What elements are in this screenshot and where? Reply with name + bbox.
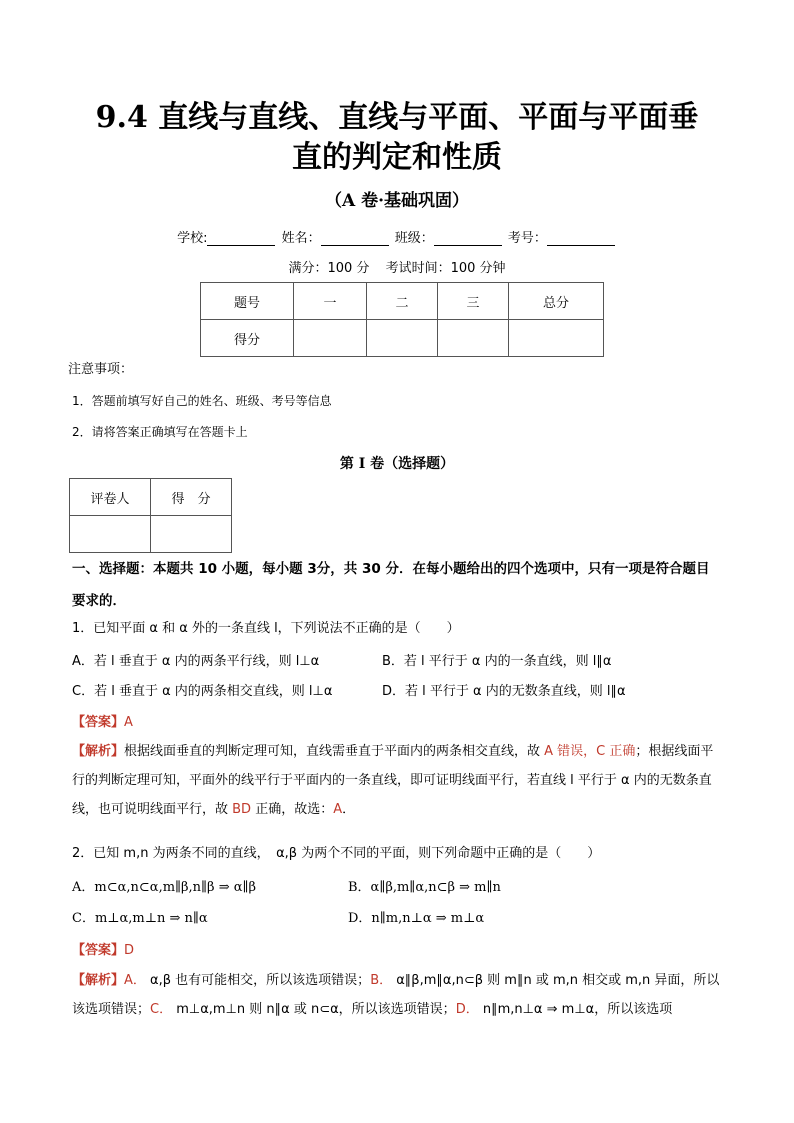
q2-option-c[interactable]: C．m⊥α,m⊥n ⇒ n∥α — [72, 911, 208, 926]
q2-analysis — [72, 966, 726, 1024]
score-table — [200, 282, 604, 357]
analysis-tag: 【解析】 — [72, 744, 125, 759]
exam-time: 考试时间：100 分钟 — [385, 261, 506, 276]
name-blank[interactable] — [321, 231, 389, 246]
title-line-2: 直的判定和性质 — [292, 140, 502, 175]
analysis-text: 根据线面垂直的判断定理可知，直线需垂直于平面内的两条相交直线，故 — [124, 744, 545, 759]
analysis-tag: 【解析】 — [72, 973, 125, 988]
question-2-stem: 2．已知 m,n 为两条不同的直线， α,β 为两个不同的平面，则下列命题中正确的是（ ） — [72, 846, 601, 861]
score-row-label: 得分 — [201, 320, 294, 357]
note-item: 1．答题前填写好自己的姓名、班级、考号等信息 — [72, 394, 332, 408]
q1-option-d[interactable]: D．若 l 平行于 α 内的无数条直线，则 l∥α — [382, 684, 626, 699]
score-cell[interactable] — [294, 320, 367, 357]
analysis-highlight: A — [333, 802, 343, 817]
full-score: 满分：100 分 — [288, 261, 370, 276]
analysis-highlight: A 错误，C 正确 — [544, 744, 636, 759]
answer-value: D — [124, 943, 135, 958]
analysis-highlight: BD — [232, 802, 252, 817]
grader-col: 评卷人 — [70, 479, 151, 516]
student-info-line — [0, 227, 794, 246]
exam-no-label: 考号： — [507, 231, 547, 246]
score-cell[interactable] — [367, 320, 438, 357]
score-col: 得 分 — [151, 479, 232, 516]
analysis-highlight: B． — [370, 973, 393, 988]
q1-answer — [72, 711, 133, 730]
score-header-cell: 总分 — [509, 283, 604, 320]
score-cell[interactable] — [151, 516, 232, 553]
subtitle: （A 卷·基础巩固） — [324, 191, 470, 211]
answer-value: A — [124, 715, 133, 730]
class-label: 班级： — [394, 231, 434, 246]
note-item: 2．请将答案正确填写在答题卡上 — [72, 425, 248, 439]
answer-tag: 【答案】 — [72, 715, 125, 730]
q1-option-b[interactable]: B．若 l 平行于 α 内的一条直线，则 l∥α — [382, 654, 612, 669]
section-heading: 一、选择题：本题共 10 小题，每小题 3分，共 30 分．在每小题给出的四个选项中，只有一项是符合题目要求的． — [72, 561, 710, 609]
grader-row — [70, 516, 232, 553]
q2-option-b[interactable]: B．α∥β,m∥α,n⊂β ⇒ m∥n — [348, 880, 501, 895]
q1-analysis — [72, 737, 726, 824]
grader-header — [70, 479, 232, 516]
analysis-text: ；根据线面平行的判断定理可知，平面外的线平行于平面内的一条直线，即可证明线面平行，若直线 l 平行于 α 内的无数条直线，也可说明线面平行，故 — [72, 744, 714, 817]
q2-answer — [72, 939, 134, 958]
class-blank[interactable] — [434, 231, 502, 246]
score-table-header — [201, 283, 604, 320]
name-label: 姓名： — [281, 231, 321, 246]
analysis-text: n∥m,n⊥α ⇒ m⊥α，所以该选项 — [478, 1002, 673, 1017]
analysis-text: ． — [342, 802, 356, 817]
score-header-cell: 题号 — [201, 283, 294, 320]
score-cell[interactable] — [438, 320, 509, 357]
score-header-cell: 三 — [438, 283, 509, 320]
volume-heading: 第 I 卷（选择题） — [339, 456, 455, 472]
score-header-cell: 二 — [367, 283, 438, 320]
score-header-cell: 一 — [294, 283, 367, 320]
grader-table — [69, 478, 232, 553]
answer-tag: 【答案】 — [72, 943, 125, 958]
q1-option-c[interactable]: C．若 l 垂直于 α 内的两条相交直线，则 l⊥α — [72, 684, 333, 699]
score-table-row — [201, 320, 604, 357]
q1-option-a[interactable]: A．若 l 垂直于 α 内的两条平行线，则 l⊥α — [72, 654, 320, 669]
exam-meta — [0, 257, 794, 276]
q2-option-d[interactable]: D．n∥m,n⊥α ⇒ m⊥α — [348, 911, 485, 926]
question-1-stem: 1．已知平面 α 和 α 外的一条直线 l，下列说法不正确的是（ ） — [72, 621, 460, 636]
analysis-text: α,β 也有可能相交，所以该选项错误； — [145, 973, 371, 988]
analysis-highlight: A． — [124, 973, 146, 988]
analysis-text: 正确，故选： — [251, 802, 334, 817]
score-cell[interactable] — [509, 320, 604, 357]
q2-option-a[interactable]: A．m⊂α,n⊂α,m∥β,n∥β ⇒ α∥β — [72, 880, 257, 895]
analysis-text: m⊥α,m⊥n 则 n∥α 或 n⊂α，所以该选项错误； — [172, 1002, 456, 1017]
analysis-highlight: C． — [150, 1002, 173, 1017]
notes-heading: 注意事项： — [68, 362, 134, 377]
analysis-highlight: D． — [455, 1002, 479, 1017]
title-line-1: 9.4 直线与直线、直线与平面、平面与平面垂 — [95, 100, 699, 135]
school-label: 学校: — [177, 231, 208, 246]
school-blank[interactable] — [207, 231, 275, 246]
analysis-text: α∥β,m∥α,n⊂β 则 m∥n 或 m,n 相交或 m,n 异面，所以该选项错误； — [72, 973, 720, 1017]
exam-no-blank[interactable] — [547, 231, 615, 246]
grader-cell[interactable] — [70, 516, 151, 553]
